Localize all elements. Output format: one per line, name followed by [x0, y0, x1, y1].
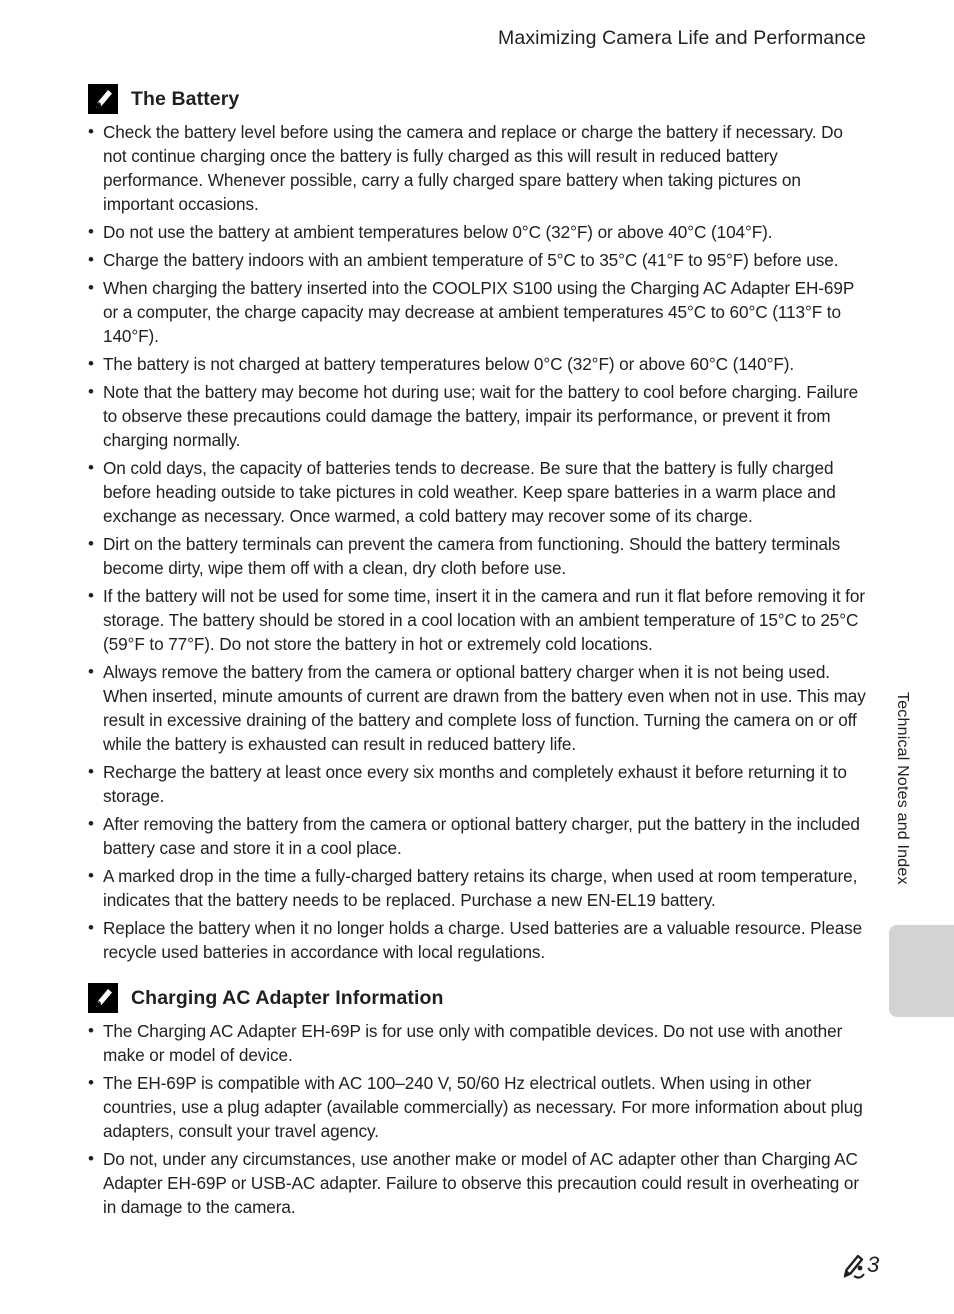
list-item	[88, 1147, 866, 1219]
list-item	[88, 276, 866, 348]
bullet-dot: •	[88, 534, 94, 553]
section-title: Charging AC Adapter Information	[131, 986, 444, 1009]
bullet-dot: •	[88, 918, 94, 937]
bullet-dot: •	[88, 762, 94, 781]
list-item-text: Recharge the battery at least once every six months and completely exhaust it before returning it to storage.	[103, 762, 847, 806]
section-heading	[88, 84, 866, 114]
list-item	[88, 812, 866, 860]
list-item	[88, 248, 866, 272]
battery-bullet-list	[88, 120, 866, 964]
bullet-dot: •	[88, 458, 94, 477]
page-header-title: Maximizing Camera Life and Performance	[498, 27, 866, 49]
section-title: The Battery	[131, 87, 240, 110]
list-item-text: Charge the battery indoors with an ambient temperature of 5°C to 35°C (41°F to 95°F) before use.	[103, 250, 839, 270]
list-item	[88, 584, 866, 656]
section-the-battery	[88, 84, 866, 968]
side-tab-marker	[889, 925, 954, 1017]
page-number-text: 3	[867, 1252, 880, 1277]
bullet-dot: •	[88, 222, 94, 241]
section-charging-ac-adapter	[88, 983, 866, 1223]
bullet-dot: •	[88, 122, 94, 141]
bullet-dot: •	[88, 278, 94, 297]
page-number	[840, 1250, 879, 1280]
bullet-dot: •	[88, 382, 94, 401]
list-item	[88, 380, 866, 452]
bullet-dot: •	[88, 1149, 94, 1168]
list-item-text: A marked drop in the time a fully-charged battery retains its charge, when used at room temperature, indicates that the battery needs to be replaced. Purchase a new EN-EL19 battery.	[103, 866, 858, 910]
list-item	[88, 660, 866, 756]
list-item-text: If the battery will not be used for some time, insert it in the camera and run it flat before removing it for storage. The battery should be stored in a cool location with an ambient temperature of 15°C to 25°C (59°F to 77°F). Do not store the battery in hot or extremely cold locations.	[103, 586, 865, 654]
list-item	[88, 352, 866, 376]
list-item	[88, 120, 866, 216]
list-item-text: Check the battery level before using the camera and replace or charge the battery if necessary. Do not continue charging once the battery is fully charged as this will result in reduced battery performance. Whenever possible, carry a fully charged spare battery when taking pictures on important occasions.	[103, 122, 843, 214]
bullet-dot: •	[88, 814, 94, 833]
bullet-dot: •	[88, 1021, 94, 1040]
technical-notes-icon	[840, 1250, 866, 1280]
pencil-note-icon	[88, 84, 118, 114]
list-item-text: Replace the battery when it no longer holds a charge. Used batteries are a valuable resource. Please recycle used batteries in accordance with local regulations.	[103, 918, 863, 962]
pencil-note-icon	[88, 983, 118, 1013]
list-item-text: When charging the battery inserted into the COOLPIX S100 using the Charging AC Adapter EH-69P or a computer, the charge capacity may decrease at ambient temperatures 45°C to 60°C (113°F to 140°F).	[103, 278, 854, 346]
list-item	[88, 916, 866, 964]
bullet-dot: •	[88, 586, 94, 605]
list-item	[88, 760, 866, 808]
list-item	[88, 220, 866, 244]
list-item	[88, 1071, 866, 1143]
bullet-dot: •	[88, 250, 94, 269]
list-item-text: Dirt on the battery terminals can prevent the camera from functioning. Should the battery terminals become dirty, wipe them off with a clean, dry cloth before use.	[103, 534, 841, 578]
list-item	[88, 456, 866, 528]
list-item-text: The Charging AC Adapter EH-69P is for use only with compatible devices. Do not use with another make or model of device.	[103, 1021, 843, 1065]
list-item-text: Do not use the battery at ambient temperatures below 0°C (32°F) or above 40°C (104°F).	[103, 222, 773, 242]
list-item-text: Do not, under any circumstances, use another make or model of AC adapter other than Charging AC Adapter EH-69P or USB-AC adapter. Failure to observe this precaution could result in overheating or in damage to the camera.	[103, 1149, 859, 1217]
section-heading	[88, 983, 866, 1013]
list-item	[88, 864, 866, 912]
list-item	[88, 1019, 866, 1067]
bullet-dot: •	[88, 354, 94, 373]
side-tab-label: Technical Notes and Index	[894, 692, 911, 885]
list-item-text: Always remove the battery from the camera or optional battery charger when it is not being used. When inserted, minute amounts of current are drawn from the battery even when not in use. This may result in excessive draining of the battery and complete loss of function. Turning the camera on or off while the battery is exhausted can result in reduced battery life.	[103, 662, 866, 754]
list-item	[88, 532, 866, 580]
bullet-dot: •	[88, 662, 94, 681]
list-item-text: After removing the battery from the camera or optional battery charger, put the battery in the included battery case and store it in a cool place.	[103, 814, 860, 858]
bullet-dot: •	[88, 1073, 94, 1092]
list-item-text: On cold days, the capacity of batteries tends to decrease. Be sure that the battery is fully charged before heading outside to take pictures in cold weather. Keep spare batteries in a warm place and exchange as necessary. Once warmed, a cold battery may recover some of its charge.	[103, 458, 836, 526]
list-item-text: The battery is not charged at battery temperatures below 0°C (32°F) or above 60°C (140°F).	[103, 354, 795, 374]
adapter-bullet-list	[88, 1019, 866, 1219]
list-item-text: The EH-69P is compatible with AC 100–240 V, 50/60 Hz electrical outlets. When using in other countries, use a plug adapter (available commercially) as necessary. For more information about plug adapters, consult your travel agency.	[103, 1073, 863, 1141]
list-item-text: Note that the battery may become hot during use; wait for the battery to cool before charging. Failure to observe these precautions could damage the battery, impair its performance, or prevent it from charging normally.	[103, 382, 859, 450]
bullet-dot: •	[88, 866, 94, 885]
